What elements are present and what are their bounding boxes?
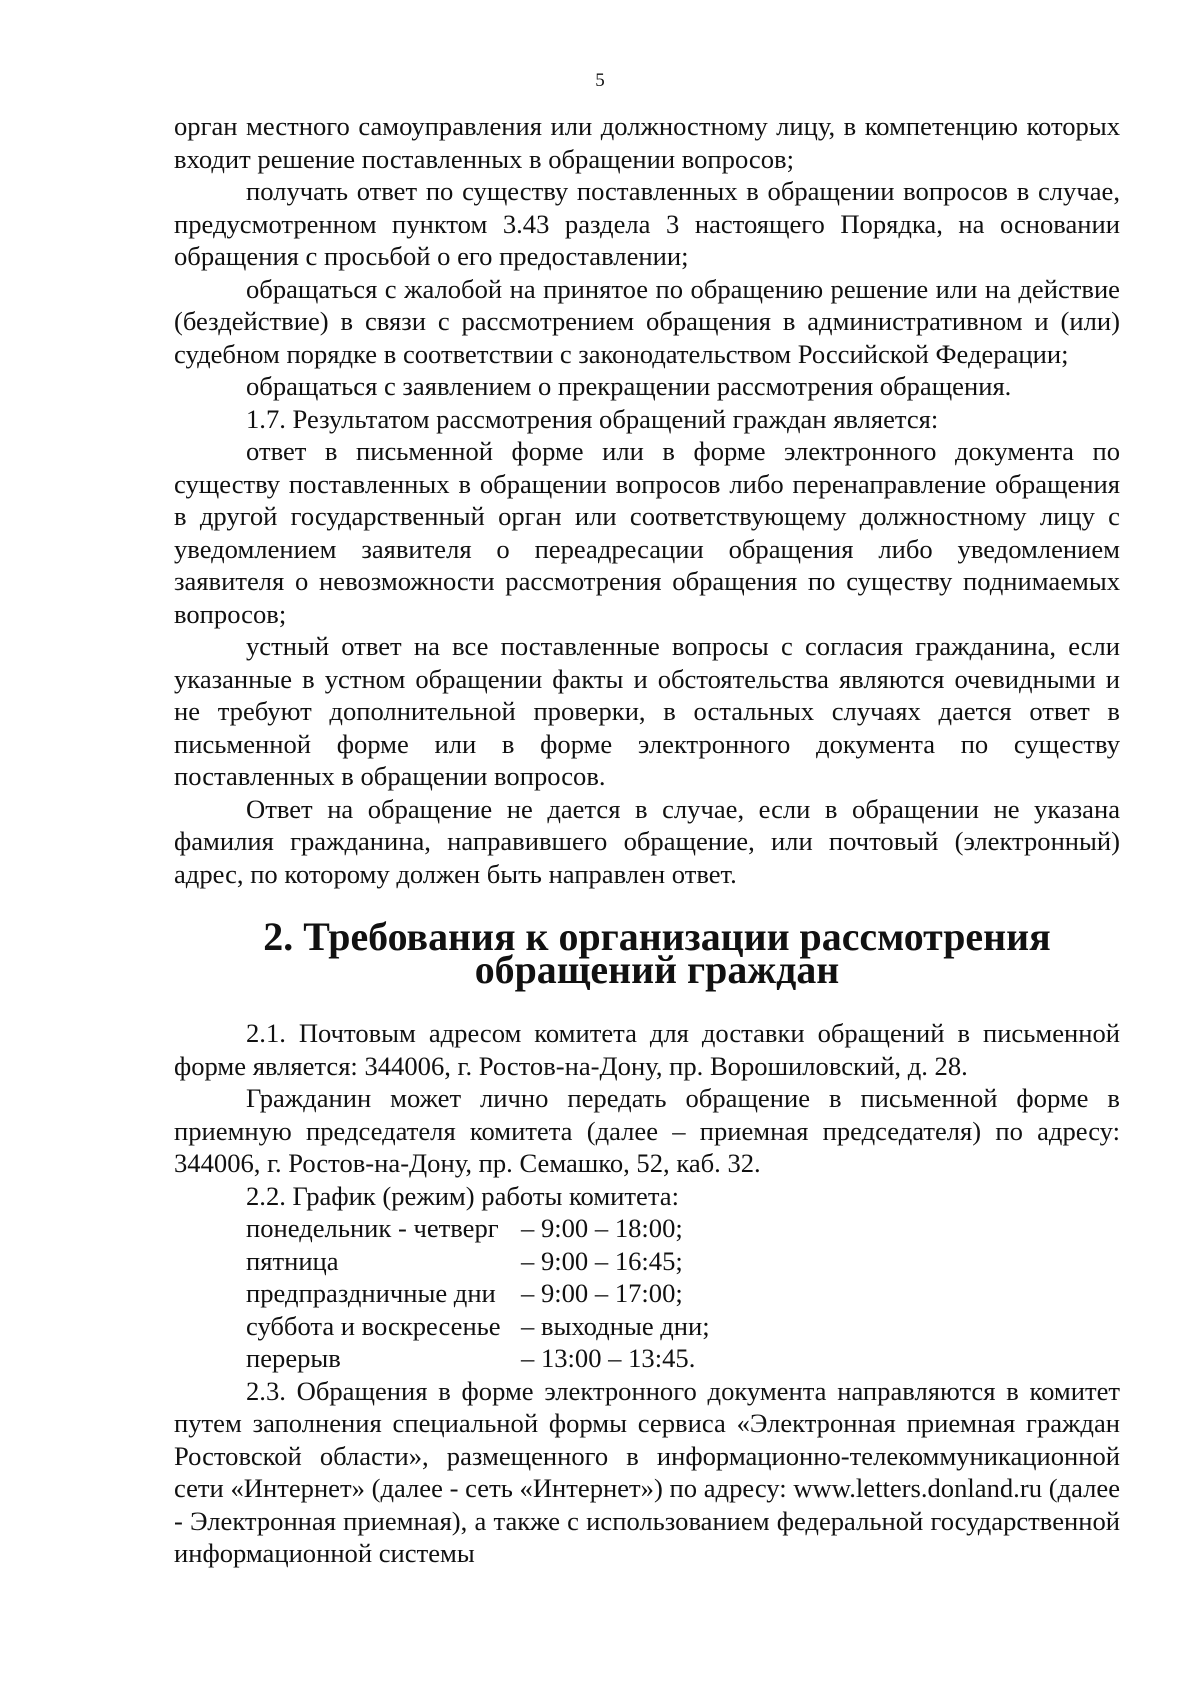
schedule-time: – 9:00 – 18:00; [521,1213,683,1243]
paragraph: обращаться с заявлением о прекращении рассмотрения обращения. [246,371,1012,401]
schedule-row [246,1245,710,1278]
schedule-row [246,1277,710,1310]
schedule-time: – 9:00 – 17:00; [521,1278,683,1308]
paragraph: получать ответ по существу поставленных в обращении вопросов в случае, предусмотренном пунктом 3.43 раздела 3 настоящего Порядка, на основании обращения с просьбой о его предоставлении; [174,176,1120,271]
schedule-time: – 13:00 – 13:45. [521,1343,696,1373]
schedule-row [246,1342,710,1375]
paragraph: ответ в письменной форме или в форме электронного документа по существу поставленных в обращении вопросов либо перенаправление обращения в другой государственный орган или соответствующему должностному лицу с уведомлением заявителя о переадресации обращения либо уведомлением заявителя о невозможности рассмотрения обращения по существу поднимаемых вопросов; [174,436,1120,629]
schedule-day: перерыв [246,1343,341,1373]
paragraph: Гражданин может лично передать обращение в письменной форме в приемную председателя комитета (далее – приемная председателя) по адресу: 344006, г. Ростов-на-Дону, пр. Семашко, 52, каб. 32. [174,1083,1120,1178]
schedule-day: предпраздничные дни [246,1278,496,1308]
paragraph: орган местного самоуправления или должностному лицу, в компетенцию которых входит решение поставленных в обращении вопросов; [174,111,1120,174]
schedule-time: – 9:00 – 16:45; [521,1245,683,1276]
page-number: 5 [595,70,605,91]
schedule-row [246,1212,710,1245]
paragraph: Ответ на обращение не дается в случае, если в обращении не указана фамилия гражданина, направившего обращение, или почтовый (электронный) адрес, по которому должен быть направлен ответ. [174,793,1120,889]
schedule-time: – выходные дни; [521,1310,710,1341]
paragraph: 2.3. Обращения в форме электронного документа направляются в комитет путем заполнения специальной формы сервиса «Электронная приемная граждан Ростовской области», размещенного в информационно-телекоммуникационной сети «Интернет» (далее - сеть «Интернет») по адресу: www.letters.donland.ru (далее - Электронная приемная), а также с использованием федеральной государственной информационной системы [174,1375,1120,1568]
work-schedule-table [246,1212,710,1375]
paragraph: устный ответ на все поставленные вопросы с согласия гражданина, если указанные в устном обращении факты и обстоятельства являются очевидными и не требуют дополнительной проверки, в остальных случаях дается ответ в письменной форме или в форме электронного документа по существу поставленных в обращении вопросов. [174,631,1120,791]
schedule-day: понедельник - четверг [246,1213,499,1243]
document-body [174,110,1120,1570]
schedule-row [246,1310,710,1343]
paragraph: 1.7. Результатом рассмотрения обращений граждан является: [246,403,939,434]
paragraph: обращаться с жалобой на принятое по обращению решение или на действие (бездействие) в связи с рассмотрением обращения в административном и (или) судебном порядке в соответствии с законодательством Российской Федерации; [174,273,1120,369]
paragraph: 2.1. Почтовым адресом комитета для доставки обращений в письменной форме является: 344006, г. Ростов-на-Дону, пр. Ворошиловский, д. 28. [174,1018,1120,1081]
schedule-day: пятница [246,1245,339,1276]
schedule-day: суббота и воскресенье [246,1310,501,1341]
paragraph: 2.2. График (режим) работы комитета: [246,1180,679,1211]
section-heading: 2. Требования к организации рассмотрения обращений граждан [263,914,1051,992]
